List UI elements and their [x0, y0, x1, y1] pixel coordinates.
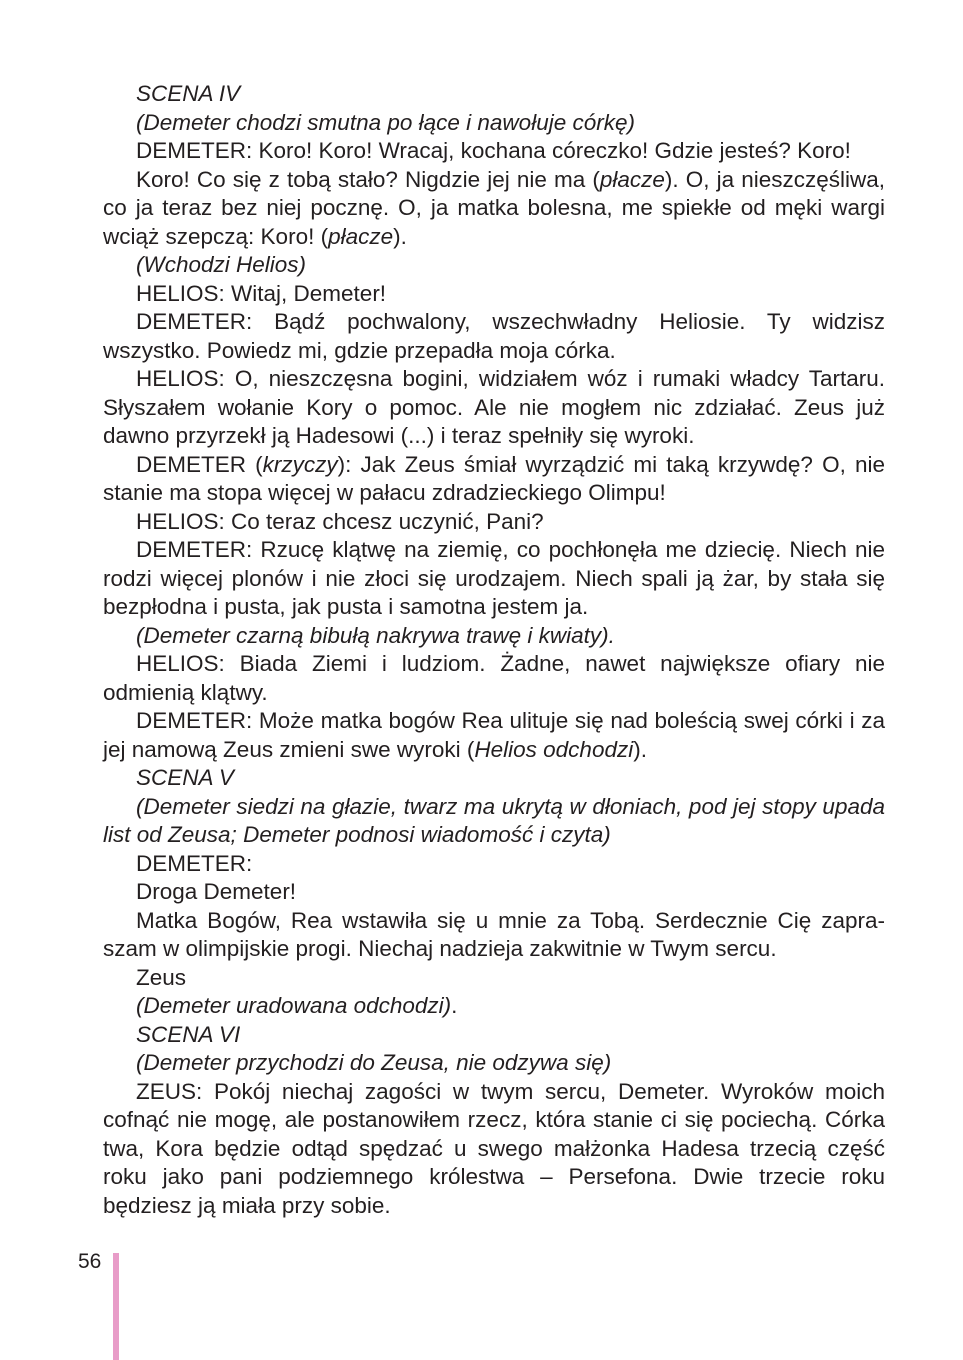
- paragraph: [103, 109, 885, 138]
- paragraph: [103, 536, 885, 622]
- paragraph: [103, 137, 885, 166]
- drama-text: [103, 80, 885, 1220]
- paragraph: [103, 650, 885, 707]
- text-run: HELIOS: Biada Ziemi i ludziom. Żadne, nawet największe ofiary nie odmienią klątwy.: [103, 651, 885, 705]
- paragraph: [103, 707, 885, 764]
- paragraph: [103, 365, 885, 451]
- text-run: Droga Demeter!: [136, 879, 297, 904]
- text-run: DEMETER: Rzucę klątwę na ziemię, co pochłonęła me dziecię. Niech nie rodzi więcej plonów i nie złoci się urodzajem. Niech spali ją żar, by stała się bezpłodna i pusta, jak pusta i samotna jestem ja.: [103, 537, 885, 619]
- italic-run: (Demeter chodzi smutna po łące i nawołuje córkę): [136, 109, 635, 135]
- paragraph: [103, 850, 885, 879]
- italic-run: płacze: [599, 166, 665, 192]
- text-run: .: [451, 993, 458, 1018]
- italic-run: Helios odchodzi: [474, 736, 634, 762]
- italic-run: (Demeter uradowana odchodzi): [136, 993, 452, 1018]
- paragraph: [103, 992, 885, 1021]
- paragraph: [103, 166, 885, 252]
- paragraph: [103, 308, 885, 365]
- text-run: HELIOS: Co teraz chcesz uczynić, Pani?: [136, 508, 544, 534]
- paragraph: [103, 793, 885, 850]
- italic-run: krzyczy: [262, 451, 338, 477]
- paragraph: [103, 764, 885, 793]
- text-run: HELIOS: Witaj, Demeter!: [136, 280, 387, 306]
- paragraph: [103, 964, 885, 993]
- paragraph: [103, 1021, 885, 1050]
- text-run: Koro! Co się z tobą stało? Nigdzie jej nie ma (: [136, 166, 600, 192]
- paragraph: [103, 878, 885, 907]
- text-run: DEMETER (: [136, 451, 263, 477]
- italic-run: SCENA VI: [136, 1021, 241, 1047]
- italic-run: (Wchodzi Helios): [136, 252, 307, 277]
- page-number: 56: [78, 1250, 102, 1273]
- text-run: DEMETER: Koro! Koro! Wracaj, kochana córeczko! Gdzie jesteś? Koro!: [136, 138, 851, 163]
- text-run: ZEUS: Pokój niechaj zagości w twym sercu, Demeter. Wyroków moich cofnąć nie mogę, ale postanowiłem rzecz, która stanie ci się pociechą. Córka twa, Kora będzie odtąd spędzać u swego małżonka Hadesa trzecią część roku jako pani podziemnego królestwa – Persefona. Dwie trzecie roku będziesz ją miała przy sobie.: [103, 1078, 885, 1218]
- italic-run: (Demeter czarną bibułą nakrywa trawę i kwiaty).: [136, 622, 615, 648]
- text-run: DEMETER: Może matka bogów Rea ulituje się nad boleścią swej córki i za jej namową Zeus zmieni swe wyroki (: [103, 708, 885, 762]
- paragraph: [103, 1078, 885, 1221]
- paragraph: [103, 622, 885, 651]
- text-run: DEMETER: Bądź pochwalony, wszechwładny Heliosie. Ty widzisz wszystko. Powiedz mi, gdzie przepadła moja córka.: [103, 309, 885, 363]
- italic-run: (Demeter siedzi na głazie, twarz ma ukrytą w dłoniach, pod jej stopy upada list od Zeusa; Demeter podnosi wiadomość i czyta): [103, 793, 885, 847]
- text-run: HELIOS: O, nieszczęsna bogini, widziałem wóz i rumaki władcy Tartaru. Słyszałem wołanie Kory o pomoc. Ale nie mogłem nic zdziałać. Zeus już dawno przyrzekł ją Hadesowi (...) i teraz spełniły się wyroki.: [103, 366, 885, 448]
- italic-run: SCENA V: [136, 765, 234, 790]
- paragraph: [103, 251, 885, 280]
- text-run: DEMETER:: [136, 850, 253, 876]
- paragraph: [103, 451, 885, 508]
- text-run: ).: [393, 223, 407, 249]
- italic-run: płacze: [328, 223, 394, 249]
- paragraph: [103, 508, 885, 537]
- paragraph: [103, 80, 885, 109]
- paragraph: [103, 907, 885, 964]
- text-run: Matka Bogów, Rea wstawiła się u mnie za Tobą. Serdecznie Cię zapraszam w olimpijskie progi. Niechaj nadzieja zakwitnie w Twym sercu.: [103, 907, 885, 961]
- italic-run: SCENA IV: [136, 81, 241, 106]
- text-run: Zeus: [136, 964, 187, 990]
- italic-run: (Demeter przychodzi do Zeusa, nie odzywa się): [136, 1050, 612, 1075]
- margin-accent-bar: [113, 1253, 119, 1360]
- text-run: ). O, ja nieszczęśliwa, co ja teraz bez niej pocznę. O, ja matka bolesna, me spiekłe od męki wargi wciąż szepczą: Koro! (: [103, 166, 885, 249]
- text-run: ).: [633, 736, 647, 762]
- paragraph: [103, 280, 885, 309]
- paragraph: [103, 1049, 885, 1078]
- text-run: ): Jak Zeus śmiał wyrządzić mi taką krzywdę? O, nie stanie ma stopa więcej w pałacu zdradzieckiego Olimpu!: [103, 451, 886, 505]
